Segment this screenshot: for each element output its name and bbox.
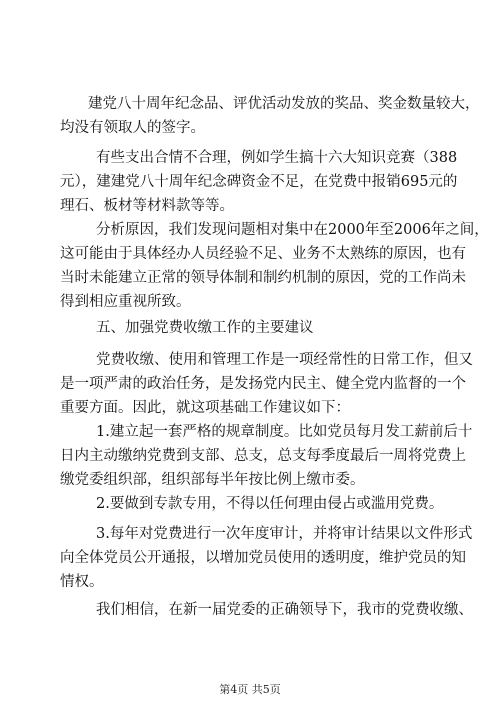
text-line: 3.每年对党费进行一次年度审计，并将审计结果以文件形式 <box>96 526 473 542</box>
suggestion-3 <box>60 522 473 594</box>
text-line: 这可能由于具体经办人员经验不足、业务不太熟练的原因，也有 <box>60 246 466 262</box>
text-line: 缴党委组织部，组织部每半年按比例上缴市委。 <box>60 472 365 488</box>
suggestion-2 <box>88 492 448 516</box>
text-line: 建党八十周年纪念品、评优活动发放的奖品、奖金数量较大， <box>88 96 480 112</box>
page-number-footer: 第4页 共5页 <box>219 683 281 696</box>
paragraph-cause-analysis <box>60 218 489 314</box>
paragraph-commemoratives <box>60 92 480 140</box>
paragraph-conclusion <box>88 598 473 622</box>
heading-text: 五、加强党费收缴工作的主要建议 <box>96 320 314 336</box>
text-line: 元），建建党八十周年纪念碑资金不足，在党费中报销695元的 <box>60 174 458 190</box>
text-line: 理石、板材等材料款等等。 <box>60 198 234 214</box>
text-line: 分析原因，我们发现问题相对集中在2000年至2006年之间， <box>96 222 489 238</box>
suggestion-1 <box>60 420 473 492</box>
text-line: 1.建立起一套严格的规章制度。比如党员每月发工薪前后十 <box>96 424 473 440</box>
paragraph-management-overview <box>60 348 473 420</box>
text-line: 有些支出合情不合理，例如学生搞十六大知识竞赛（388 <box>96 150 458 166</box>
text-line: 党费收缴、使用和管理工作是一项经常性的日常工作，但又 <box>96 352 473 368</box>
text-line: 重要方面。因此，就这项基础工作建议如下： <box>60 400 350 416</box>
paragraph-unreasonable-expenses <box>60 146 458 218</box>
text-line: 日内主动缴纳党费到支部、总支，总支每季度最后一周将党费上 <box>60 448 466 464</box>
text-line: 向全体党员公开通报，以增加党员使用的透明度，维护党员的知 <box>60 550 466 566</box>
text-line: 2.要做到专款专用，不得以任何理由侵占或滥用党费。 <box>96 496 444 512</box>
text-line: 当时未能建立正常的领导体制和制约机制的原因，党的工作尚未 <box>60 270 466 286</box>
section-heading <box>88 316 448 340</box>
text-line: 我们相信，在新一届党委的正确领导下，我市的党费收缴、 <box>96 602 473 618</box>
text-line: 是一项严肃的政治任务，是发扬党内民主、健全党内监督的一个 <box>60 376 466 392</box>
text-line: 情权。 <box>60 574 104 590</box>
text-line: 均没有领取人的签字。 <box>60 120 205 136</box>
text-line: 得到相应重视所致。 <box>60 294 191 310</box>
